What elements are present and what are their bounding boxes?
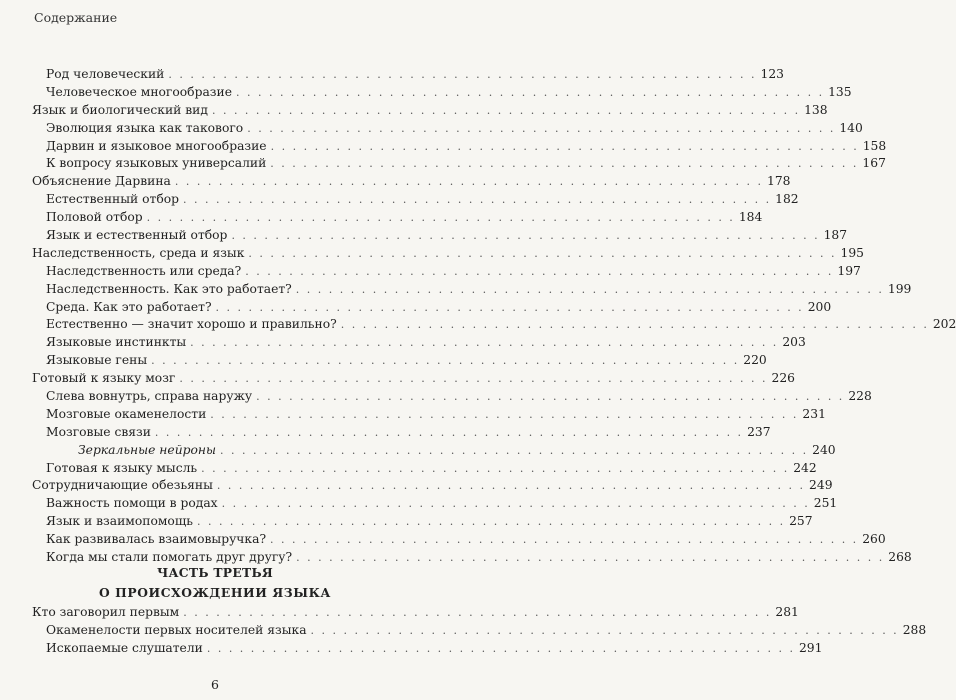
toc-entry-title: Язык и взаимопомощь	[46, 514, 193, 529]
toc-entry	[32, 334, 806, 352]
dot-leader: . . . . . . . . . . . . . . . . . . . . . . . . . . . . . . . . . . . . . . . . . . . . . . . . . . . . . .	[235, 85, 825, 99]
toc-entry-page: 291	[798, 640, 823, 655]
dot-leader: . . . . . . . . . . . . . . . . . . . . . . . . . . . . . . . . . . . . . . . . . . . . . . . . . . . . . .	[183, 193, 772, 207]
page-number: 6	[211, 677, 219, 692]
toc-entry-title: Род человеческий	[46, 67, 165, 81]
toc-entry	[32, 370, 795, 388]
toc-entry-page: 249	[809, 478, 833, 493]
toc-entry-page: 187	[823, 228, 848, 243]
toc-entry-title: Наследственность или среда?	[46, 263, 242, 278]
toc-entry	[32, 531, 886, 549]
toc-entry-title: Наследственность. Как это работает?	[46, 281, 292, 296]
toc-entry-page: 268	[888, 550, 912, 565]
toc-entry	[32, 622, 927, 640]
dot-leader: . . . . . . . . . . . . . . . . . . . . . . . . . . . . . . . . . . . . . . . . . . . . . . . . . . . . . .	[201, 461, 790, 475]
toc-entry-page: 138	[804, 102, 828, 117]
toc-entry-page: 240	[812, 442, 836, 457]
toc-entry-title: Готовый к языку мозг	[32, 371, 176, 386]
toc-entry-title: Естественно — значит хорошо и правильно?	[46, 317, 337, 332]
toc-entry-title: Объяснение Дарвина	[32, 174, 171, 189]
toc-entry-title: Среда. Как это работает?	[46, 299, 212, 314]
toc-entry-title: Естественный отбор	[46, 192, 180, 207]
toc-entry-page: 288	[902, 622, 927, 637]
toc-entry-page: 167	[862, 156, 886, 171]
toc-entry	[32, 191, 799, 209]
dot-leader: . . . . . . . . . . . . . . . . . . . . . . . . . . . . . . . . . . . . . . . . . . . . . . . . . . . . . .	[221, 497, 810, 511]
toc-entry-title: Мозговые окаменелости	[46, 406, 207, 421]
toc-entry-page: 135	[828, 84, 852, 99]
dot-leader: . . . . . . . . . . . . . . . . . . . . . . . . . . . . . . . . . . . . . . . . . . . . . . . . . . . . . .	[270, 157, 859, 171]
toc-entry-title: Половой отбор	[46, 210, 143, 225]
toc-entry-title: Сотрудничающие обезьяны	[32, 478, 213, 493]
toc-entry-title: Окаменелости первых носителей языка	[46, 622, 307, 637]
toc-entry	[32, 299, 832, 317]
toc-entry-page: 220	[743, 353, 767, 368]
toc-entry-page: 197	[837, 263, 861, 278]
dot-leader: . . . . . . . . . . . . . . . . . . . . . . . . . . . . . . . . . . . . . . . . . . . . . . . . . . . . . .	[247, 121, 836, 135]
toc-entry-page: 184	[738, 210, 763, 225]
toc-entry	[32, 120, 863, 138]
toc-entry-page: 226	[771, 371, 795, 386]
running-head: Содержание	[34, 10, 118, 25]
toc-entry-page: 123	[760, 67, 784, 81]
part-title: О ПРОИСХОЖДЕНИИ ЯЗЫКА	[98, 585, 332, 600]
toc-entry-page: 242	[793, 460, 817, 475]
toc-entry	[32, 460, 817, 478]
dot-leader: . . . . . . . . . . . . . . . . . . . . . . . . . . . . . . . . . . . . . . . . . . . . . . . . . . . . . .	[310, 623, 899, 637]
toc-entry	[32, 477, 833, 495]
dot-leader: . . . . . . . . . . . . . . . . . . . . . . . . . . . . . . . . . . . . . . . . . . . . . . . . . . . . . .	[256, 390, 845, 404]
dot-leader: . . . . . . . . . . . . . . . . . . . . . . . . . . . . . . . . . . . . . . . . . . . . . . . . . . . . . .	[220, 443, 809, 457]
toc-entry	[32, 316, 956, 334]
toc-entry	[32, 281, 912, 299]
dot-leader: . . . . . . . . . . . . . . . . . . . . . . . . . . . . . . . . . . . . . . . . . . . . . . . . . . . . . .	[196, 515, 786, 529]
dot-leader: . . . . . . . . . . . . . . . . . . . . . . . . . . . . . . . . . . . . . . . . . . . . . . . . . . . . . .	[190, 336, 779, 350]
toc-entry-page: 178	[767, 174, 791, 189]
toc-entry	[32, 138, 887, 156]
toc-entry	[32, 640, 823, 658]
dot-leader: . . . . . . . . . . . . . . . . . . . . . . . . . . . . . . . . . . . . . . . . . . . . . . . . . . . . . .	[216, 479, 806, 493]
toc-entry-title: Зеркальные нейроны	[78, 442, 216, 457]
toc-entry-title: Эволюция языка как такового	[46, 120, 244, 135]
dot-leader: . . . . . . . . . . . . . . . . . . . . . . . . . . . . . . . . . . . . . . . . . . . . . . . . . . . . . .	[154, 425, 744, 439]
dot-leader: . . . . . . . . . . . . . . . . . . . . . . . . . . . . . . . . . . . . . . . . . . . . . . . . . . . . . .	[174, 175, 763, 189]
toc-entry	[32, 102, 828, 120]
dot-leader: . . . . . . . . . . . . . . . . . . . . . . . . . . . . . . . . . . . . . . . . . . . . . . . . . . . . . .	[206, 641, 795, 655]
toc-entry-title: Важность помощи в родах	[46, 496, 218, 511]
toc-entry	[32, 263, 861, 281]
toc-entry-page: 158	[862, 138, 887, 153]
toc-entry	[32, 424, 771, 442]
toc-entry-title: Язык и биологический вид	[32, 102, 208, 117]
toc-entry-title: Когда мы стали помогать друг другу?	[46, 550, 293, 565]
toc-entry-page: 140	[839, 120, 863, 135]
toc-entry-page: 200	[807, 299, 832, 314]
toc-entry-page: 251	[813, 496, 838, 511]
dot-leader: . . . . . . . . . . . . . . . . . . . . . . . . . . . . . . . . . . . . . . . . . . . . . . . . . . . . . .	[270, 533, 859, 547]
toc-entry-page: 203	[782, 335, 806, 350]
toc-entry-title: Как развивалась взаимовыручка?	[46, 532, 267, 547]
toc-entry	[32, 513, 813, 531]
toc-entry	[32, 604, 799, 622]
toc-entry-title: Дарвин и языковое многообразие	[46, 138, 267, 153]
toc-entry-page: 182	[775, 192, 799, 207]
dot-leader: . . . . . . . . . . . . . . . . . . . . . . . . . . . . . . . . . . . . . . . . . . . . . . . . . . . . . .	[296, 551, 885, 565]
toc-entry-page: 281	[775, 605, 799, 619]
toc-entry-title: Ископаемые слушатели	[46, 640, 203, 655]
toc-entry-title: Язык и естественный отбор	[46, 228, 228, 243]
dot-leader: . . . . . . . . . . . . . . . . . . . . . . . . . . . . . . . . . . . . . . . . . . . . . . . . . . . . . .	[248, 246, 837, 260]
toc-entry	[32, 227, 848, 245]
dot-leader: . . . . . . . . . . . . . . . . . . . . . . . . . . . . . . . . . . . . . . . . . . . . . . . . . . . . . .	[245, 264, 834, 278]
toc-entry-title: К вопросу языковых универсалий	[46, 156, 267, 171]
table-of-contents	[32, 66, 956, 567]
toc-entry-title: Языковые инстинкты	[46, 335, 187, 350]
toc-entry	[32, 155, 886, 173]
toc-entry	[32, 406, 826, 424]
toc-entry	[32, 173, 791, 191]
dot-leader: . . . . . . . . . . . . . . . . . . . . . . . . . . . . . . . . . . . . . . . . . . . . . . . . . . . . . .	[179, 372, 768, 386]
toc-entry-title: Мозговые связи	[46, 424, 151, 439]
dot-leader: . . . . . . . . . . . . . . . . . . . . . . . . . . . . . . . . . . . . . . . . . . . . . . . . . . . . . .	[151, 354, 740, 368]
toc-entry-title: Готовая к языку мысль	[46, 460, 198, 475]
dot-leader: . . . . . . . . . . . . . . . . . . . . . . . . . . . . . . . . . . . . . . . . . . . . . . . . . . . . . .	[183, 606, 772, 619]
toc-entry-title: Человеческое многообразие	[46, 84, 232, 99]
dot-leader: . . . . . . . . . . . . . . . . . . . . . . . . . . . . . . . . . . . . . . . . . . . . . . . . . . . . . .	[270, 139, 859, 153]
toc-entry	[32, 495, 838, 513]
table-of-contents-part-three	[32, 604, 927, 658]
dot-leader: . . . . . . . . . . . . . . . . . . . . . . . . . . . . . . . . . . . . . . . . . . . . . . . . . . . . . .	[231, 229, 820, 243]
toc-entry	[32, 66, 784, 84]
toc-entry	[32, 388, 872, 406]
toc-entry-page: 199	[887, 281, 912, 296]
dot-leader: . . . . . . . . . . . . . . . . . . . . . . . . . . . . . . . . . . . . . . . . . . . . . . . . . . . . . .	[295, 282, 884, 296]
dot-leader: . . . . . . . . . . . . . . . . . . . . . . . . . . . . . . . . . . . . . . . . . . . . . . . . . . . . . .	[211, 103, 801, 117]
toc-entry-title: Наследственность, среда и язык	[32, 245, 245, 260]
toc-entry-title: Языковые гены	[46, 353, 148, 368]
dot-leader: . . . . . . . . . . . . . . . . . . . . . . . . . . . . . . . . . . . . . . . . . . . . . . . . . . . . . .	[168, 68, 757, 81]
toc-entry-page: 228	[848, 389, 872, 404]
toc-entry	[32, 352, 767, 370]
toc-entry	[32, 209, 763, 227]
toc-entry-title: Кто заговорил первым	[32, 605, 180, 619]
toc-entry-title: Слева вовнутрь, справа наружу	[46, 389, 253, 404]
toc-entry-page: 231	[802, 406, 826, 421]
toc-entry-page: 260	[862, 532, 886, 547]
toc-entry	[32, 442, 836, 460]
part-label: ЧАСТЬ ТРЕТЬЯ	[156, 565, 274, 580]
toc-entry	[32, 84, 852, 102]
toc-entry-page: 195	[840, 245, 865, 260]
dot-leader: . . . . . . . . . . . . . . . . . . . . . . . . . . . . . . . . . . . . . . . . . . . . . . . . . . . . . .	[146, 211, 735, 225]
toc-entry-page: 237	[747, 424, 771, 439]
toc-entry	[32, 245, 865, 263]
toc-entry-page: 202	[932, 317, 956, 332]
dot-leader: . . . . . . . . . . . . . . . . . . . . . . . . . . . . . . . . . . . . . . . . . . . . . . . . . . . . . .	[215, 300, 804, 314]
toc-entry-page: 257	[789, 514, 813, 529]
dot-leader: . . . . . . . . . . . . . . . . . . . . . . . . . . . . . . . . . . . . . . . . . . . . . . . . . . . . . .	[340, 318, 929, 332]
dot-leader: . . . . . . . . . . . . . . . . . . . . . . . . . . . . . . . . . . . . . . . . . . . . . . . . . . . . . .	[210, 407, 799, 421]
